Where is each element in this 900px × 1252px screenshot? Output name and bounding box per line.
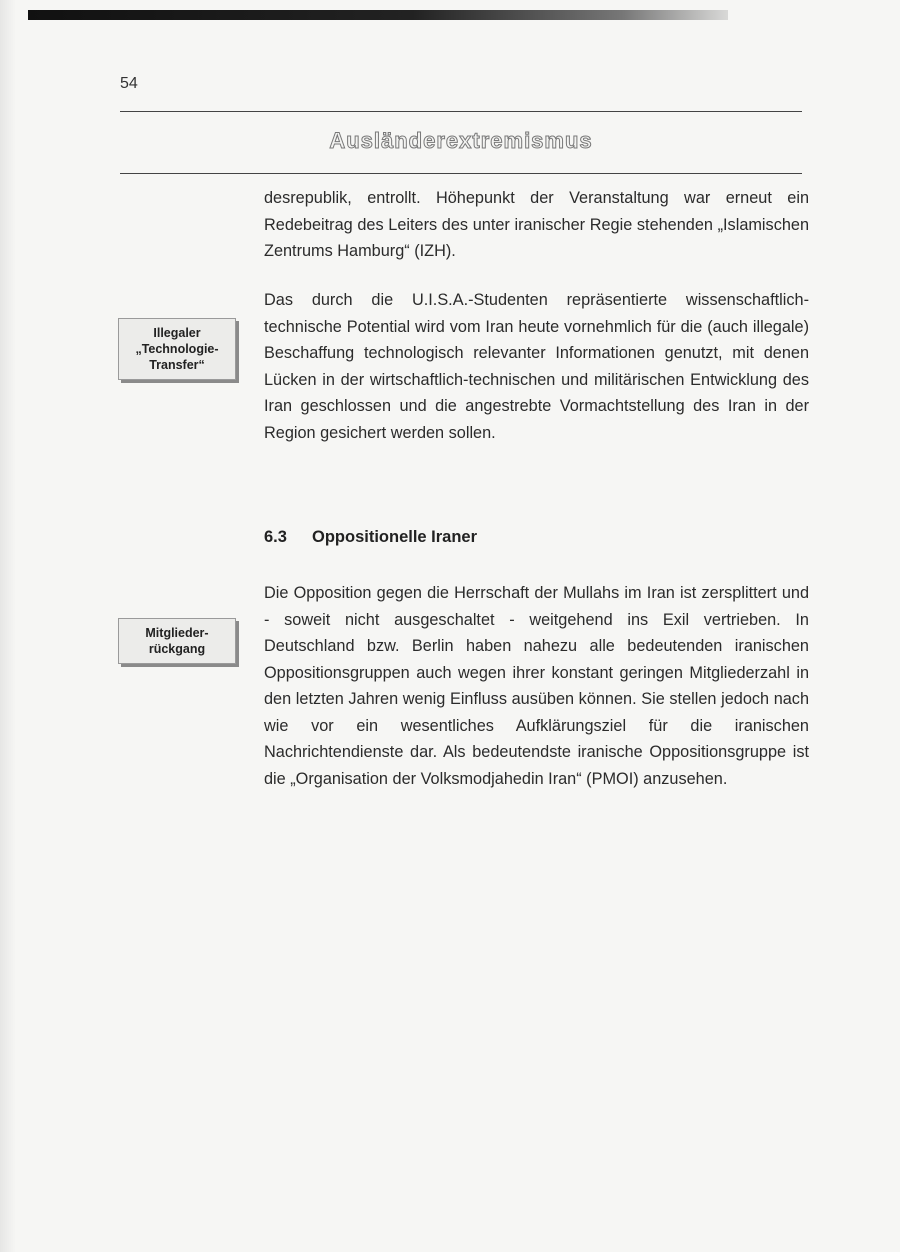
section-number: 6.3 bbox=[264, 528, 287, 546]
scan-artifact-bar bbox=[28, 10, 728, 20]
paragraph-3: Die Opposition gegen die Herrschaft der Mullahs im Iran ist zersplittert und - soweit nicht ausgeschaltet - weitgehend ins Exil vertrieben. In Deutschland bzw. Berlin haben nahezu alle bedeutenden iranischen Oppositionsgruppen auch wegen ihrer konstant geringen Mitgliederzahl in den letzten Jahren wenig Einfluss ausüben können. Sie stellen jedoch nach wie vor ein wesentliches Aufklärungsziel für die iranischen Nachrichtendienste dar. Als bedeutendste iranische Oppositionsgruppe ist die „Organisation der Volksmodjahedin Iran“ (PMOI) anzusehen. bbox=[264, 584, 809, 788]
section-heading bbox=[264, 528, 477, 547]
header-rule-top bbox=[120, 111, 802, 112]
running-head: Ausländerextremismus bbox=[329, 128, 593, 153]
header-rule-bottom bbox=[120, 173, 802, 174]
margin-note-line: Transfer“ bbox=[149, 358, 205, 372]
margin-note-technologie-transfer bbox=[118, 318, 236, 380]
margin-note-line: Illegaler bbox=[153, 326, 201, 340]
margin-note-line: „Technologie- bbox=[135, 342, 219, 356]
scan-edge-shadow bbox=[0, 0, 16, 1252]
margin-note-line: Mitglieder- bbox=[145, 626, 209, 640]
page-number: 54 bbox=[120, 75, 138, 92]
section-title: Oppositionelle Iraner bbox=[312, 528, 478, 546]
margin-note-line: rückgang bbox=[148, 642, 206, 656]
paragraph-1: desrepublik, entrollt. Höhepunkt der Veranstaltung war erneut ein Redebeitrag des Leiters des unter iranischer Regie stehenden „Islamischen Zentrums Hamburg“ (IZH). bbox=[264, 189, 809, 260]
margin-note-mitgliederrueckgang bbox=[118, 618, 236, 664]
paragraph-2: Das durch die U.I.S.A.-Studenten repräsentierte wissenschaftlich-technische Potential wird vom Iran heute vornehmlich für die (auch illegale) Beschaffung technologisch relevanter Informationen genutzt, mit denen Lücken in der wirtschaftlich-technischen und militärischen Entwicklung des Iran geschlossen und die angestrebte Vormachtstellung des Iran in der Region gesichert werden sollen. bbox=[264, 291, 809, 442]
